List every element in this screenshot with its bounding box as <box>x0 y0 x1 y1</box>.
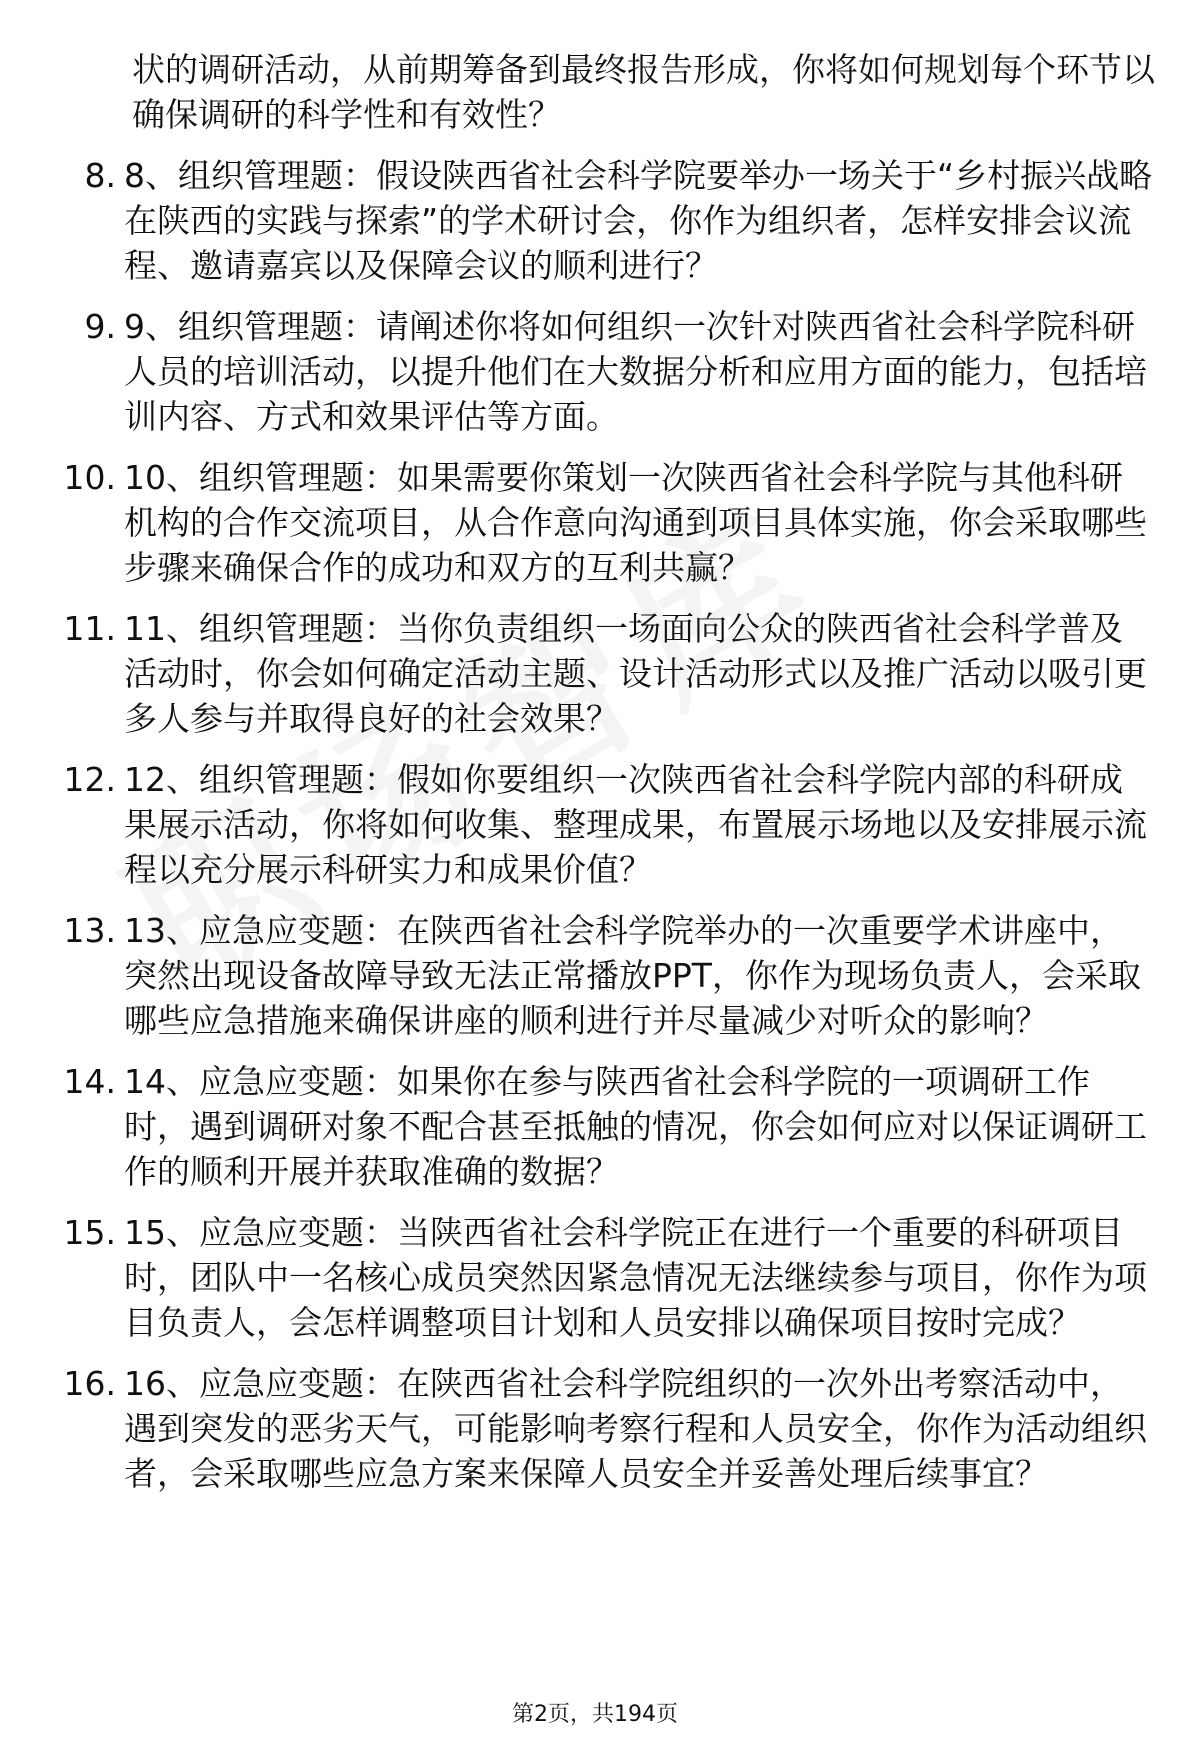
question-item <box>0 455 1190 590</box>
question-text: 16、应急应变题：在陕西省社会科学院组织的一次外出考察活动中，遇到突发的恶劣天气，可能影响考察行程和人员安全，你作为活动组织者，会采取哪些应急方案来保障人员安全并妥善处理后续事宜？ <box>124 1364 1147 1493</box>
question-number: 14. <box>63 1062 116 1101</box>
question-item <box>0 153 1190 288</box>
question-number: 15. <box>63 1213 116 1252</box>
page-footer: 第2页，共194页 <box>512 1702 678 1727</box>
question-number: 10. <box>63 458 116 497</box>
question-text: 8、组织管理题：假设陕西省社会科学院要举办一场关于“乡村振兴战略在陕西的实践与探索”的学术研讨会，你作为组织者，怎样安排会议流程、邀请嘉宾以及保障会议的顺利进行？ <box>124 156 1153 285</box>
question-item <box>0 606 1190 741</box>
question-item <box>0 1361 1190 1496</box>
question-number: 16. <box>63 1364 116 1403</box>
question-number: 8. <box>84 156 116 195</box>
question-item <box>0 1210 1190 1345</box>
question-item <box>0 908 1190 1043</box>
question-item <box>0 304 1190 439</box>
continuation-text: 状的调研活动，从前期筹备到最终报告形成，你将如何规划每个环节以确保调研的科学性和有效性？ <box>132 50 1155 134</box>
question-text: 13、应急应变题：在陕西省社会科学院举办的一次重要学术讲座中，突然出现设备故障导致无法正常播放PPT，你作为现场负责人，会采取哪些应急措施来确保讲座的顺利进行并尽量减少对听众的影响？ <box>124 911 1141 1040</box>
question-text: 12、组织管理题：假如你要组织一次陕西省社会科学院内部的科研成果展示活动，你将如何收集、整理成果，布置展示场地以及安排展示流程以充分展示科研实力和成果价值？ <box>124 760 1147 889</box>
question-text: 10、组织管理题：如果需要你策划一次陕西省社会科学院与其他科研机构的合作交流项目，从合作意向沟通到项目具体实施，你会采取哪些步骤来确保合作的成功和双方的互利共赢？ <box>124 458 1147 587</box>
question-item <box>0 1059 1190 1194</box>
question-list <box>0 47 1190 1496</box>
question-number: 13. <box>63 911 116 950</box>
question-text: 11、组织管理题：当你负责组织一场面向公众的陕西省社会科学普及活动时，你会如何确定活动主题、设计活动形式以及推广活动以吸引更多人参与并取得良好的社会效果？ <box>124 609 1147 738</box>
question-item <box>0 757 1190 892</box>
question-text: 9、组织管理题：请阐述你将如何组织一次针对陕西省社会科学院科研人员的培训活动，以提升他们在大数据分析和应用方面的能力，包括培训内容、方式和效果评估等方面。 <box>124 307 1147 436</box>
question-number: 12. <box>63 760 116 799</box>
question-text: 15、应急应变题：当陕西省社会科学院正在进行一个重要的科研项目时，团队中一名核心成员突然因紧急情况无法继续参与项目，你作为项目负责人，会怎样调整项目计划和人员安排以确保项目按时完成？ <box>124 1213 1147 1342</box>
question-number: 9. <box>84 307 116 346</box>
question-text: 14、应急应变题：如果你在参与陕西省社会科学院的一项调研工作时，遇到调研对象不配合甚至抵触的情况，你会如何应对以保证调研工作的顺利开展并获取准确的数据？ <box>124 1062 1147 1191</box>
question-number: 11. <box>63 609 116 648</box>
